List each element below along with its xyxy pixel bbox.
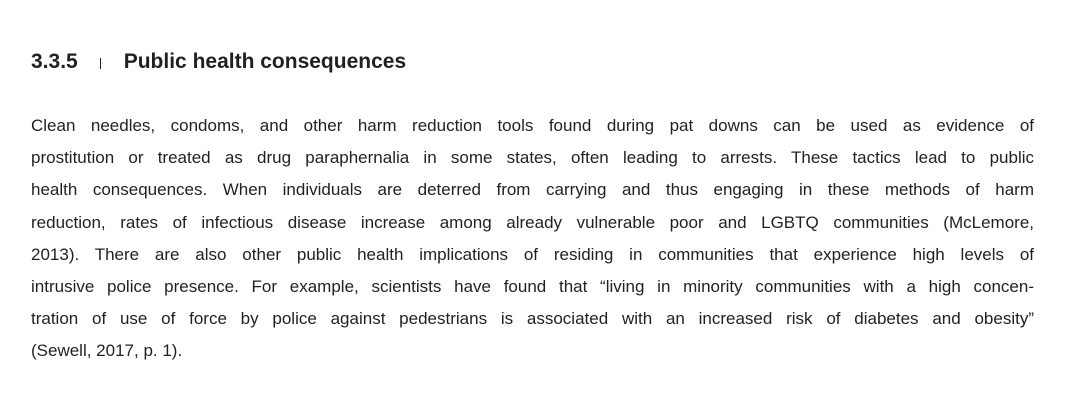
body-line: reduction, rates of infectious disease increase among already vulnerable poor and LGBTQ communities (McLemore, <box>31 212 1034 232</box>
section-heading <box>31 46 1034 78</box>
section-3-3-5 <box>31 46 1034 361</box>
body-line: health consequences. When individuals are deterred from carrying and thus engaging in these methods of harm <box>31 180 1034 200</box>
body-line: 2013). There are also other public health implications of residing in communities that experience high levels of <box>31 244 1034 264</box>
heading-separator <box>100 58 101 69</box>
body-line: intrusive police presence. For example, scientists have found that “living in minority communities with a high concen- <box>31 277 1034 297</box>
body-line: Clean needles, condoms, and other harm reduction tools found during pat downs can be used as evidence of <box>31 116 1034 135</box>
body-line: tration of use of force by police against pedestrians is associated with an increased risk of diabetes and obesity” <box>31 309 1034 329</box>
section-title: Public health consequences <box>123 50 407 73</box>
body-line: prostitution or treated as drug paraphernalia in some states, often leading to arrests. These tactics lead to public <box>31 148 1034 168</box>
section-number: 3.3.5 <box>31 50 78 73</box>
body-paragraph <box>31 110 1034 368</box>
body-line: (Sewell, 2017, p. 1). <box>31 341 183 361</box>
